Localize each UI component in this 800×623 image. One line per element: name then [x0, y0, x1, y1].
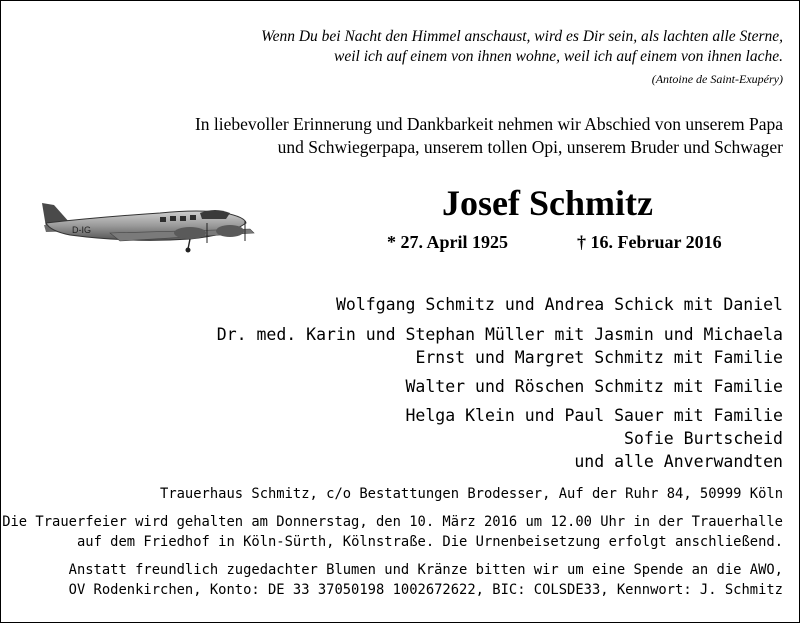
aircraft-registration: D-IG — [72, 225, 91, 235]
ceremony-line-1: Die Trauerfeier wird gehalten am Donnerstag, den 10. März 2016 um 12.00 Uhr in der Trauerhalle — [2, 514, 783, 530]
family-line-6: Sofie Burtscheid — [624, 429, 783, 448]
family-line-2: Dr. med. Karin und Stephan Müller mit Jasmin und Michaela — [216, 325, 783, 344]
family-line-5: Helga Klein und Paul Sauer mit Familie — [405, 406, 783, 425]
quote-line-1: Wenn Du bei Nacht den Himmel anschaust, wird es Dir sein, als lachten alle Sterne, — [261, 28, 783, 45]
intro-line-2: und Schwiegerpapa, unserem tollen Opi, unserem Bruder und Schwager — [277, 137, 783, 157]
quote-line-2: weil ich auf einem von ihnen wohne, weil ich auf einem von ihnen lache. — [334, 48, 783, 65]
family-line-3: Ernst und Margret Schmitz mit Familie — [415, 348, 783, 367]
donation-line-1: Anstatt freundlich zugedachter Blumen und Kränze bitten wir um eine Spende an die AWO, — [68, 562, 783, 578]
intro-line-1: In liebevoller Erinnerung und Dankbarkeit nehmen wir Abschied von unserem Papa — [194, 114, 783, 134]
family-line-7: und alle Anverwandten — [574, 452, 783, 471]
birth-date: * 27. April 1925 — [387, 232, 509, 252]
quote-source: (Antoine de Saint-Exupéry) — [651, 72, 783, 86]
death-date: † 16. Februar 2016 — [577, 232, 722, 252]
ceremony-line-2: auf dem Friedhof in Köln-Sürth, Kölnstraße. Die Urnenbeisetzung erfolgt anschließend. — [76, 534, 783, 550]
family-line-4: Walter und Röschen Schmitz mit Familie — [405, 377, 783, 396]
mourning-address: Trauerhaus Schmitz, c/o Bestattungen Brodesser, Auf der Ruhr 84, 50999 Köln — [160, 486, 783, 502]
donation-line-2: OV Rodenkirchen, Konto: DE 33 37050198 1002672622, BIC: COLSDE33, Kennwort: J. Schmitz — [68, 582, 783, 598]
airplane-photo — [40, 183, 260, 255]
deceased-name: Josef Schmitz — [442, 183, 653, 223]
family-line-1: Wolfgang Schmitz und Andrea Schick mit Daniel — [335, 295, 783, 314]
